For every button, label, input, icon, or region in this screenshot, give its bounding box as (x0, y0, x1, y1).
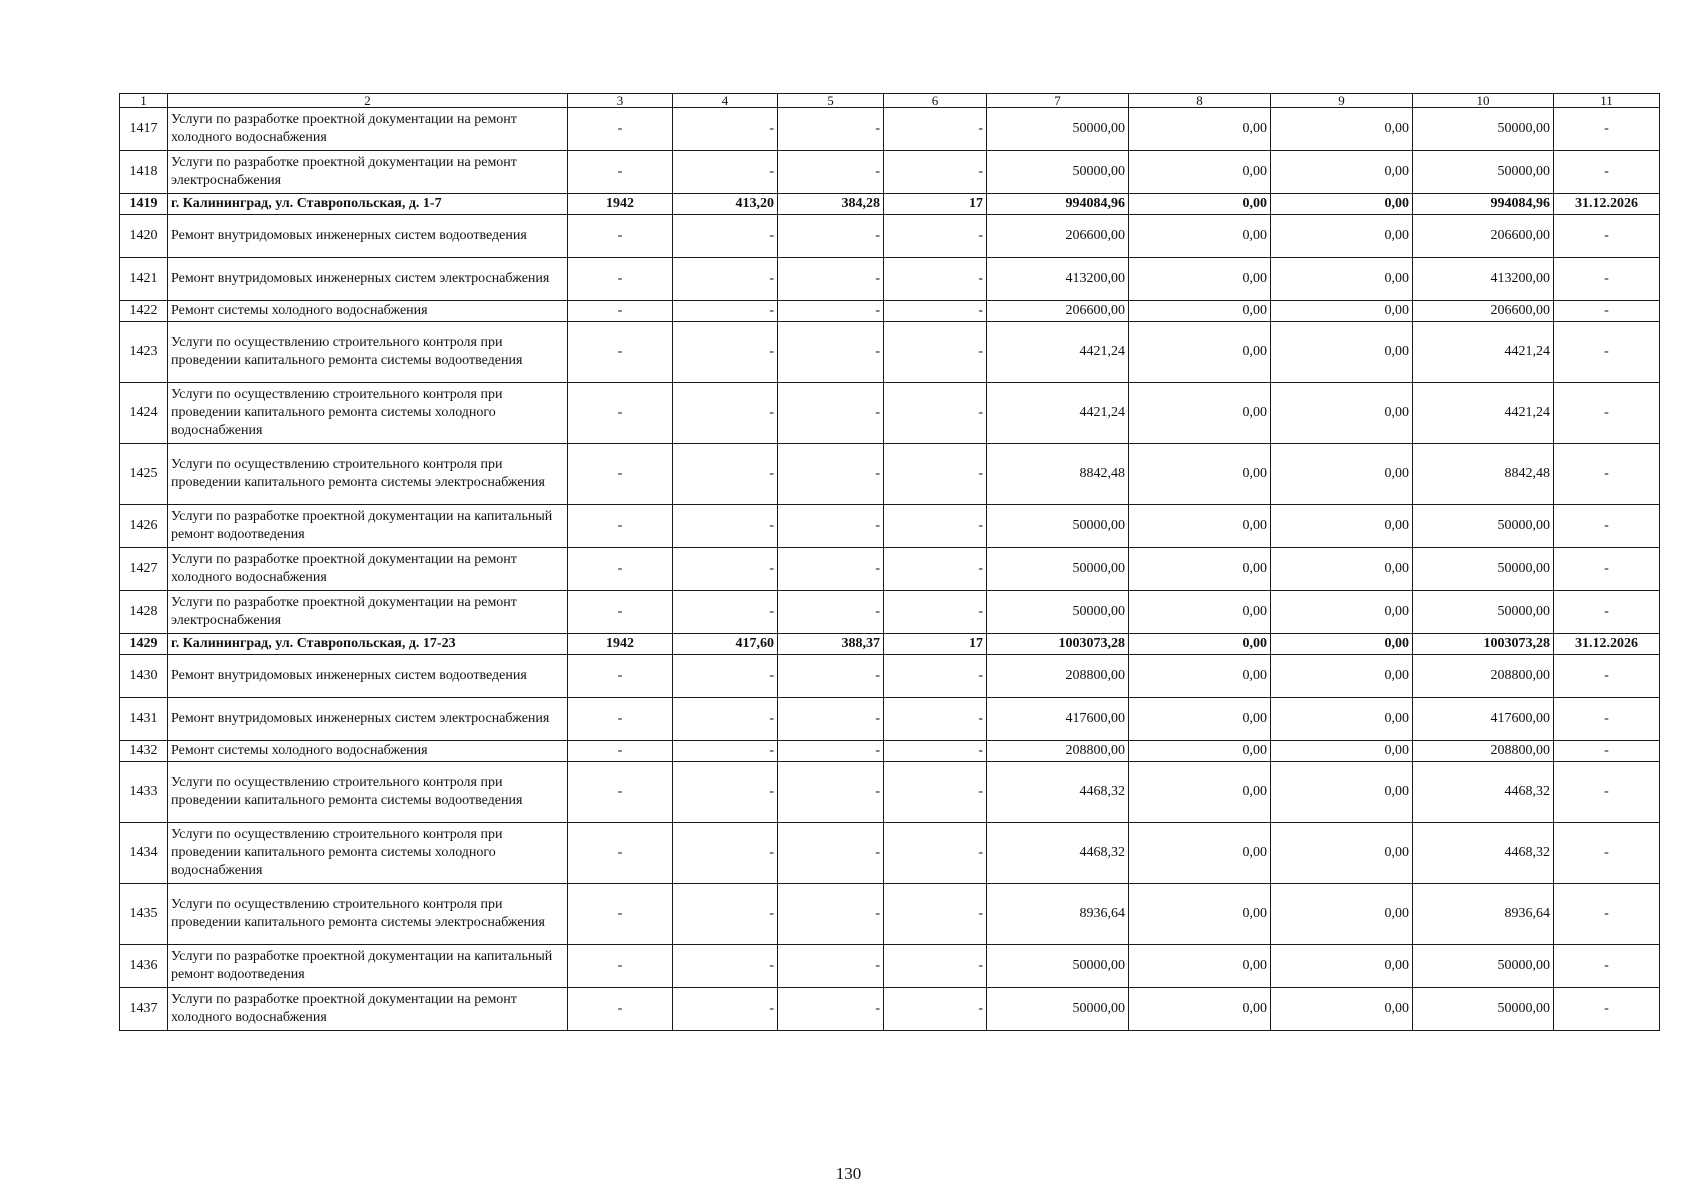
year-cell: - (568, 988, 673, 1031)
cost-col8-cell: 0,00 (1129, 884, 1271, 945)
cost-col10-cell: 8936,64 (1413, 884, 1554, 945)
cost-col10-cell: 206600,00 (1413, 301, 1554, 322)
cost-total-cell: 50000,00 (987, 108, 1129, 151)
deadline-cell: - (1554, 108, 1660, 151)
deadline-cell: - (1554, 823, 1660, 884)
work-name-cell: Услуги по осуществлению строительного контроля при проведении капитального ремонта системы холодного водоснабжения (168, 383, 568, 444)
living-area-cell: - (778, 444, 884, 505)
row-number-cell: 1437 (120, 988, 168, 1031)
total-area-cell: - (673, 988, 778, 1031)
header-cell: 8 (1129, 94, 1271, 108)
year-cell: - (568, 741, 673, 762)
deadline-cell: 31.12.2026 (1554, 194, 1660, 215)
living-area-cell: 388,37 (778, 634, 884, 655)
cost-col8-cell: 0,00 (1129, 823, 1271, 884)
year-cell: - (568, 258, 673, 301)
residents-cell: 17 (884, 194, 987, 215)
work-name-cell: Ремонт системы холодного водоснабжения (168, 741, 568, 762)
total-area-cell: - (673, 383, 778, 444)
total-area-cell: - (673, 655, 778, 698)
cost-col10-cell: 50000,00 (1413, 945, 1554, 988)
table-row (120, 151, 1660, 194)
cost-col10-cell: 50000,00 (1413, 591, 1554, 634)
header-row (120, 94, 1660, 108)
header-cell: 7 (987, 94, 1129, 108)
cost-col9-cell: 0,00 (1271, 151, 1413, 194)
total-area-cell: - (673, 322, 778, 383)
year-cell: - (568, 945, 673, 988)
deadline-cell: - (1554, 258, 1660, 301)
cost-col9-cell: 0,00 (1271, 194, 1413, 215)
work-name-cell: Ремонт системы холодного водоснабжения (168, 301, 568, 322)
cost-col9-cell: 0,00 (1271, 823, 1413, 884)
cost-total-cell: 4468,32 (987, 762, 1129, 823)
residents-cell: - (884, 548, 987, 591)
total-area-cell: - (673, 258, 778, 301)
cost-total-cell: 417600,00 (987, 698, 1129, 741)
row-number-cell: 1427 (120, 548, 168, 591)
header-cell: 2 (168, 94, 568, 108)
row-number-cell: 1425 (120, 444, 168, 505)
deadline-cell: - (1554, 698, 1660, 741)
total-area-cell: - (673, 698, 778, 741)
residents-cell: - (884, 655, 987, 698)
table-row (120, 823, 1660, 884)
work-name-cell: Ремонт внутридомовых инженерных систем электроснабжения (168, 258, 568, 301)
year-cell: 1942 (568, 634, 673, 655)
deadline-cell: - (1554, 322, 1660, 383)
living-area-cell: - (778, 884, 884, 945)
work-name-cell: Услуги по осуществлению строительного контроля при проведении капитального ремонта системы холодного водоснабжения (168, 823, 568, 884)
row-number-cell: 1422 (120, 301, 168, 322)
table-row (120, 741, 1660, 762)
table-row (120, 258, 1660, 301)
cost-col10-cell: 50000,00 (1413, 151, 1554, 194)
cost-col8-cell: 0,00 (1129, 215, 1271, 258)
living-area-cell: - (778, 301, 884, 322)
cost-col8-cell: 0,00 (1129, 258, 1271, 301)
cost-total-cell: 208800,00 (987, 655, 1129, 698)
year-cell: - (568, 301, 673, 322)
table-row (120, 884, 1660, 945)
cost-col9-cell: 0,00 (1271, 655, 1413, 698)
work-name-cell: Ремонт внутридомовых инженерных систем водоотведения (168, 655, 568, 698)
cost-col10-cell: 994084,96 (1413, 194, 1554, 215)
living-area-cell: - (778, 215, 884, 258)
residents-cell: - (884, 945, 987, 988)
row-number-cell: 1435 (120, 884, 168, 945)
total-area-cell: - (673, 505, 778, 548)
cost-col10-cell: 4468,32 (1413, 762, 1554, 823)
residents-cell: - (884, 988, 987, 1031)
cost-col8-cell: 0,00 (1129, 301, 1271, 322)
residents-cell: - (884, 322, 987, 383)
residents-cell: - (884, 591, 987, 634)
residents-cell: - (884, 823, 987, 884)
cost-col10-cell: 50000,00 (1413, 108, 1554, 151)
work-name-cell: Ремонт внутридомовых инженерных систем водоотведения (168, 215, 568, 258)
cost-total-cell: 4421,24 (987, 322, 1129, 383)
cost-col8-cell: 0,00 (1129, 444, 1271, 505)
cost-total-cell: 50000,00 (987, 591, 1129, 634)
year-cell: - (568, 548, 673, 591)
header-cell: 6 (884, 94, 987, 108)
total-area-cell: - (673, 591, 778, 634)
row-number-cell: 1433 (120, 762, 168, 823)
cost-col10-cell: 208800,00 (1413, 655, 1554, 698)
year-cell: 1942 (568, 194, 673, 215)
cost-col10-cell: 208800,00 (1413, 741, 1554, 762)
work-name-cell: Услуги по осуществлению строительного контроля при проведении капитального ремонта системы электроснабжения (168, 884, 568, 945)
cost-col9-cell: 0,00 (1271, 945, 1413, 988)
cost-total-cell: 4421,24 (987, 383, 1129, 444)
row-number-cell: 1428 (120, 591, 168, 634)
living-area-cell: - (778, 548, 884, 591)
work-name-cell: г. Калининград, ул. Ставропольская, д. 1-7 (168, 194, 568, 215)
living-area-cell: - (778, 945, 884, 988)
residents-cell: - (884, 444, 987, 505)
cost-total-cell: 50000,00 (987, 151, 1129, 194)
living-area-cell: - (778, 988, 884, 1031)
deadline-cell: - (1554, 301, 1660, 322)
cost-col9-cell: 0,00 (1271, 548, 1413, 591)
work-name-cell: Услуги по осуществлению строительного контроля при проведении капитального ремонта системы водоотведения (168, 322, 568, 383)
cost-col8-cell: 0,00 (1129, 194, 1271, 215)
address-row (120, 634, 1660, 655)
living-area-cell: - (778, 698, 884, 741)
deadline-cell: - (1554, 151, 1660, 194)
total-area-cell: - (673, 945, 778, 988)
cost-col10-cell: 417600,00 (1413, 698, 1554, 741)
cost-col9-cell: 0,00 (1271, 884, 1413, 945)
row-number-cell: 1436 (120, 945, 168, 988)
cost-col9-cell: 0,00 (1271, 108, 1413, 151)
work-name-cell: Услуги по разработке проектной документации на ремонт холодного водоснабжения (168, 988, 568, 1031)
cost-col10-cell: 50000,00 (1413, 548, 1554, 591)
year-cell: - (568, 505, 673, 548)
cost-col10-cell: 4468,32 (1413, 823, 1554, 884)
work-name-cell: Услуги по разработке проектной документации на ремонт электроснабжения (168, 591, 568, 634)
deadline-cell: - (1554, 945, 1660, 988)
residents-cell: - (884, 741, 987, 762)
deadline-cell: - (1554, 655, 1660, 698)
cost-col8-cell: 0,00 (1129, 383, 1271, 444)
header-cell: 11 (1554, 94, 1660, 108)
total-area-cell: - (673, 444, 778, 505)
row-number-cell: 1426 (120, 505, 168, 548)
header-cell: 4 (673, 94, 778, 108)
cost-col10-cell: 4421,24 (1413, 322, 1554, 383)
cost-col8-cell: 0,00 (1129, 548, 1271, 591)
cost-col8-cell: 0,00 (1129, 591, 1271, 634)
cost-col8-cell: 0,00 (1129, 945, 1271, 988)
deadline-cell: - (1554, 884, 1660, 945)
cost-col8-cell: 0,00 (1129, 505, 1271, 548)
cost-col9-cell: 0,00 (1271, 762, 1413, 823)
cost-total-cell: 50000,00 (987, 505, 1129, 548)
deadline-cell: - (1554, 215, 1660, 258)
year-cell: - (568, 151, 673, 194)
row-number-cell: 1431 (120, 698, 168, 741)
table-row (120, 945, 1660, 988)
work-name-cell: Услуги по осуществлению строительного контроля при проведении капитального ремонта системы водоотведения (168, 762, 568, 823)
total-area-cell: - (673, 884, 778, 945)
cost-col10-cell: 1003073,28 (1413, 634, 1554, 655)
work-name-cell: Услуги по разработке проектной документации на капитальный ремонт водоотведения (168, 945, 568, 988)
cost-total-cell: 50000,00 (987, 988, 1129, 1031)
cost-col9-cell: 0,00 (1271, 444, 1413, 505)
table-row (120, 322, 1660, 383)
deadline-cell: - (1554, 762, 1660, 823)
total-area-cell: - (673, 823, 778, 884)
deadline-cell: - (1554, 505, 1660, 548)
living-area-cell: - (778, 108, 884, 151)
cost-col9-cell: 0,00 (1271, 322, 1413, 383)
cost-total-cell: 1003073,28 (987, 634, 1129, 655)
cost-col9-cell: 0,00 (1271, 505, 1413, 548)
table-row (120, 698, 1660, 741)
row-number-cell: 1424 (120, 383, 168, 444)
table-row (120, 591, 1660, 634)
year-cell: - (568, 322, 673, 383)
page-number: 130 (835, 1164, 862, 1183)
cost-col8-cell: 0,00 (1129, 762, 1271, 823)
cost-total-cell: 8842,48 (987, 444, 1129, 505)
cost-total-cell: 50000,00 (987, 548, 1129, 591)
table-row (120, 548, 1660, 591)
row-number-cell: 1419 (120, 194, 168, 215)
deadline-cell: - (1554, 988, 1660, 1031)
work-name-cell: Услуги по осуществлению строительного контроля при проведении капитального ремонта системы электроснабжения (168, 444, 568, 505)
deadline-cell: - (1554, 444, 1660, 505)
deadline-cell: - (1554, 591, 1660, 634)
cost-col10-cell: 4421,24 (1413, 383, 1554, 444)
cost-col8-cell: 0,00 (1129, 698, 1271, 741)
cost-col9-cell: 0,00 (1271, 215, 1413, 258)
deadline-cell: - (1554, 383, 1660, 444)
total-area-cell: - (673, 741, 778, 762)
living-area-cell: - (778, 591, 884, 634)
living-area-cell: 384,28 (778, 194, 884, 215)
residents-cell: - (884, 301, 987, 322)
year-cell: - (568, 762, 673, 823)
cost-col9-cell: 0,00 (1271, 591, 1413, 634)
year-cell: - (568, 383, 673, 444)
row-number-cell: 1434 (120, 823, 168, 884)
year-cell: - (568, 591, 673, 634)
header-cell: 10 (1413, 94, 1554, 108)
living-area-cell: - (778, 655, 884, 698)
living-area-cell: - (778, 741, 884, 762)
living-area-cell: - (778, 762, 884, 823)
living-area-cell: - (778, 505, 884, 548)
cost-col9-cell: 0,00 (1271, 301, 1413, 322)
living-area-cell: - (778, 322, 884, 383)
residents-cell: - (884, 884, 987, 945)
residents-cell: - (884, 108, 987, 151)
table-row (120, 108, 1660, 151)
address-row (120, 194, 1660, 215)
cost-total-cell: 994084,96 (987, 194, 1129, 215)
deadline-cell: 31.12.2026 (1554, 634, 1660, 655)
row-number-cell: 1417 (120, 108, 168, 151)
row-number-cell: 1432 (120, 741, 168, 762)
residents-cell: - (884, 505, 987, 548)
year-cell: - (568, 823, 673, 884)
living-area-cell: - (778, 258, 884, 301)
total-area-cell: - (673, 762, 778, 823)
total-area-cell: 413,20 (673, 194, 778, 215)
cost-col9-cell: 0,00 (1271, 258, 1413, 301)
cost-total-cell: 206600,00 (987, 215, 1129, 258)
year-cell: - (568, 108, 673, 151)
table-body (120, 94, 1660, 1031)
total-area-cell: 417,60 (673, 634, 778, 655)
residents-cell: - (884, 151, 987, 194)
work-name-cell: Услуги по разработке проектной документации на ремонт электроснабжения (168, 151, 568, 194)
year-cell: - (568, 444, 673, 505)
header-cell: 5 (778, 94, 884, 108)
cost-col9-cell: 0,00 (1271, 741, 1413, 762)
cost-total-cell: 413200,00 (987, 258, 1129, 301)
row-number-cell: 1429 (120, 634, 168, 655)
works-table (119, 93, 1660, 1031)
cost-col10-cell: 206600,00 (1413, 215, 1554, 258)
row-number-cell: 1420 (120, 215, 168, 258)
year-cell: - (568, 215, 673, 258)
residents-cell: - (884, 383, 987, 444)
header-cell: 1 (120, 94, 168, 108)
year-cell: - (568, 884, 673, 945)
table-row (120, 988, 1660, 1031)
work-name-cell: Услуги по разработке проектной документации на капитальный ремонт водоотведения (168, 505, 568, 548)
cost-col9-cell: 0,00 (1271, 634, 1413, 655)
cost-col9-cell: 0,00 (1271, 383, 1413, 444)
row-number-cell: 1418 (120, 151, 168, 194)
table-row (120, 383, 1660, 444)
row-number-cell: 1423 (120, 322, 168, 383)
row-number-cell: 1430 (120, 655, 168, 698)
table-row (120, 762, 1660, 823)
cost-total-cell: 208800,00 (987, 741, 1129, 762)
cost-col8-cell: 0,00 (1129, 108, 1271, 151)
work-name-cell: Услуги по разработке проектной документации на ремонт холодного водоснабжения (168, 548, 568, 591)
cost-col8-cell: 0,00 (1129, 322, 1271, 383)
deadline-cell: - (1554, 741, 1660, 762)
total-area-cell: - (673, 108, 778, 151)
total-area-cell: - (673, 215, 778, 258)
table-row (120, 444, 1660, 505)
cost-col8-cell: 0,00 (1129, 151, 1271, 194)
cost-col10-cell: 413200,00 (1413, 258, 1554, 301)
total-area-cell: - (673, 151, 778, 194)
cost-total-cell: 50000,00 (987, 945, 1129, 988)
cost-total-cell: 4468,32 (987, 823, 1129, 884)
header-cell: 9 (1271, 94, 1413, 108)
cost-col10-cell: 8842,48 (1413, 444, 1554, 505)
deadline-cell: - (1554, 548, 1660, 591)
total-area-cell: - (673, 548, 778, 591)
work-name-cell: Услуги по разработке проектной документации на ремонт холодного водоснабжения (168, 108, 568, 151)
residents-cell: 17 (884, 634, 987, 655)
table-row (120, 215, 1660, 258)
work-name-cell: г. Калининград, ул. Ставропольская, д. 17-23 (168, 634, 568, 655)
cost-total-cell: 8936,64 (987, 884, 1129, 945)
cost-col9-cell: 0,00 (1271, 988, 1413, 1031)
living-area-cell: - (778, 383, 884, 444)
residents-cell: - (884, 215, 987, 258)
year-cell: - (568, 698, 673, 741)
year-cell: - (568, 655, 673, 698)
cost-col10-cell: 50000,00 (1413, 988, 1554, 1031)
cost-col8-cell: 0,00 (1129, 741, 1271, 762)
row-number-cell: 1421 (120, 258, 168, 301)
cost-col8-cell: 0,00 (1129, 634, 1271, 655)
cost-col9-cell: 0,00 (1271, 698, 1413, 741)
cost-col8-cell: 0,00 (1129, 988, 1271, 1031)
total-area-cell: - (673, 301, 778, 322)
table-row (120, 301, 1660, 322)
header-cell: 3 (568, 94, 673, 108)
cost-total-cell: 206600,00 (987, 301, 1129, 322)
living-area-cell: - (778, 151, 884, 194)
table-row (120, 655, 1660, 698)
cost-col8-cell: 0,00 (1129, 655, 1271, 698)
table-row (120, 505, 1660, 548)
residents-cell: - (884, 762, 987, 823)
residents-cell: - (884, 698, 987, 741)
living-area-cell: - (778, 823, 884, 884)
work-name-cell: Ремонт внутридомовых инженерных систем электроснабжения (168, 698, 568, 741)
residents-cell: - (884, 258, 987, 301)
cost-col10-cell: 50000,00 (1413, 505, 1554, 548)
